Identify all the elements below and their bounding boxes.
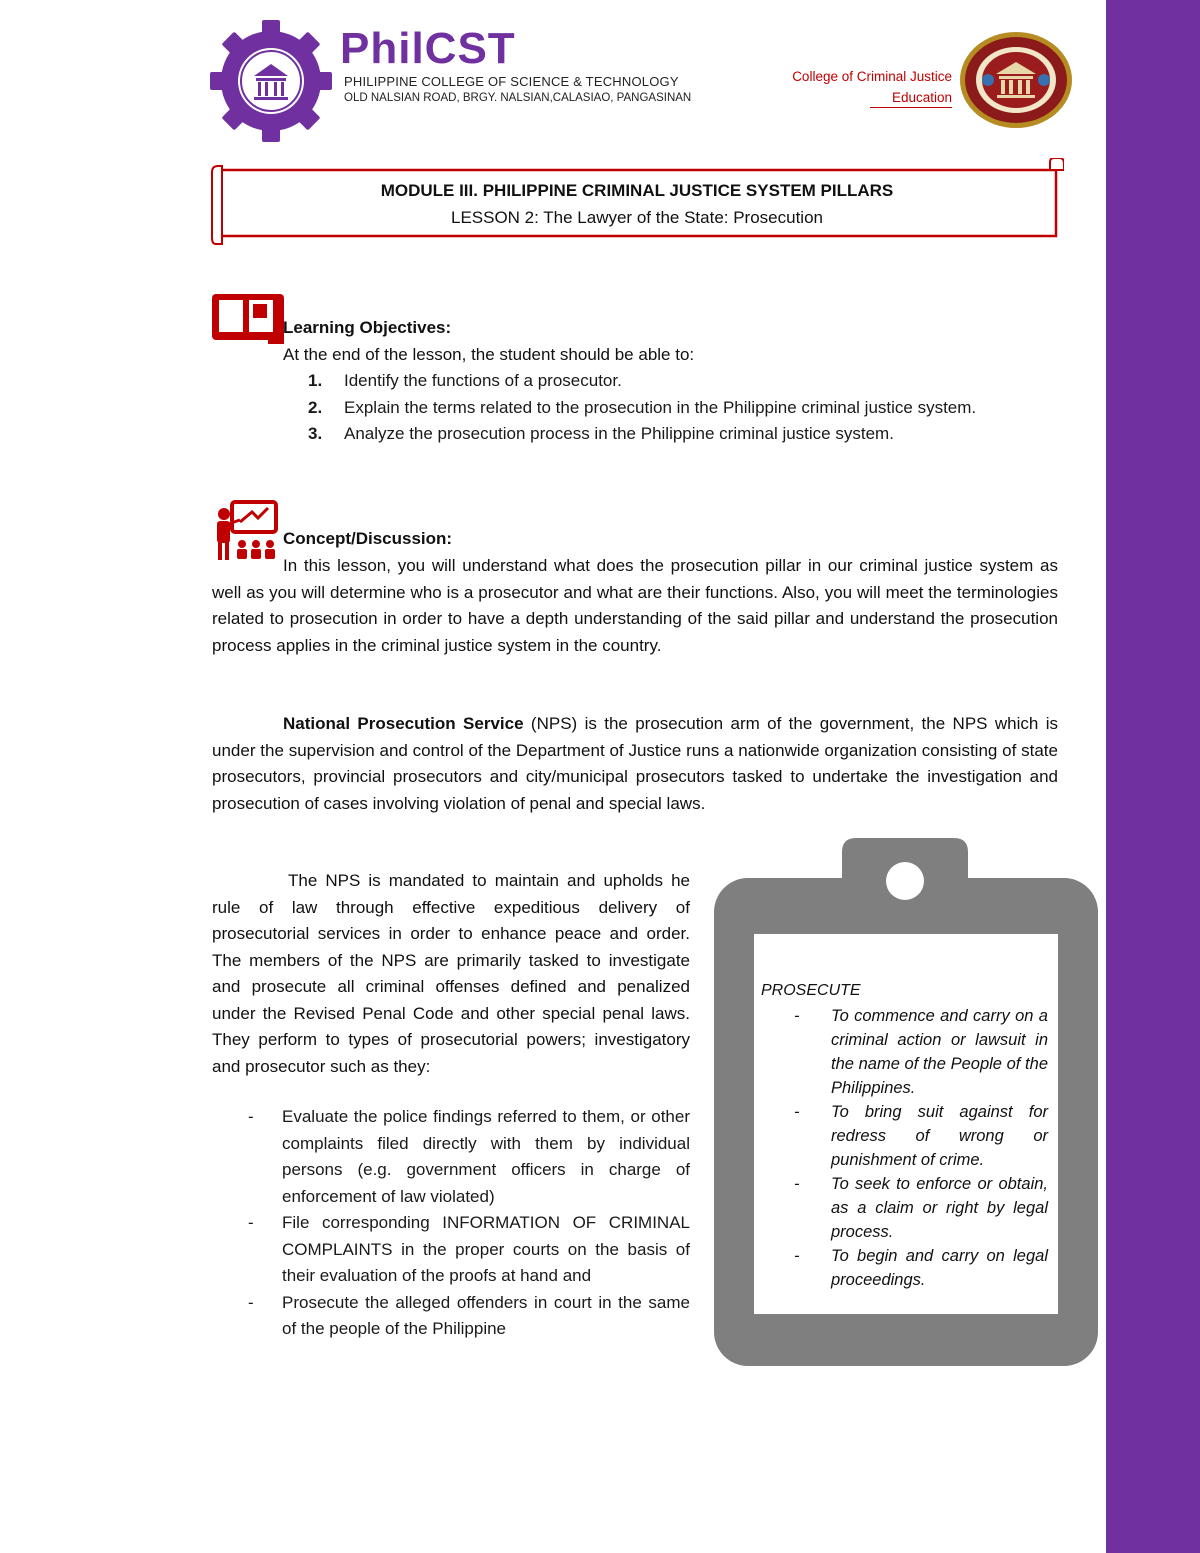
definition-item xyxy=(786,1244,1048,1292)
objective-item xyxy=(308,368,1048,395)
objectives-list xyxy=(308,368,1048,448)
learning-objectives-heading: Learning Objectives: xyxy=(283,318,452,337)
college-name-line1: College of Criminal Justice xyxy=(792,69,952,84)
brand-name: PhilCST xyxy=(340,24,516,73)
nps-abbr: (NPS) xyxy=(523,714,578,733)
list-item-text: File corresponding INFORMATION OF CRIMINAL COMPLAINTS in the proper courts on the basis of their evaluation of the proofs at hand and xyxy=(282,1213,690,1285)
learning-objectives-intro: At the end of the lesson, the student should be able to: xyxy=(283,345,695,364)
objective-text: Explain the terms related to the prosecution in the Philippine criminal justice system. xyxy=(344,397,977,417)
objective-item xyxy=(308,421,1048,448)
definition-term: PROSECUTE xyxy=(761,982,861,999)
school-name: PHILIPPINE COLLEGE OF SCIENCE & TECHNOLOGY xyxy=(344,74,679,89)
list-dash: - xyxy=(248,1292,254,1312)
list-dash: - xyxy=(794,1175,800,1193)
objective-item xyxy=(308,395,1048,422)
definition-text: To commence and carry on a criminal action or lawsuit in the name of the People of the Philippines. xyxy=(831,1007,1048,1097)
list-dash: - xyxy=(248,1213,254,1232)
college-underline xyxy=(870,107,952,108)
objective-text: Identify the functions of a prosecutor. xyxy=(344,371,622,390)
philcst-gear-logo xyxy=(208,18,334,144)
nps-term: National Prosecution Service xyxy=(283,714,524,733)
nps-description: is the prosecution arm of the government, the NPS which is under the supervision and control of the Department of Justice runs a nationwide organization consisting of state prosecutors, provincial prosecutors and city/municipal prosecutors tasked to undertake the investigation and prosecution of cases involving violation of penal and special laws. xyxy=(212,714,1058,813)
college-seal-logo xyxy=(958,30,1074,130)
list-dash: - xyxy=(794,1007,800,1025)
module-banner-frame xyxy=(208,158,1064,248)
list-item xyxy=(212,1104,690,1210)
definition-text: To bring suit against for redress of wrong or punishment of crime. xyxy=(831,1103,1048,1169)
definition-item xyxy=(786,1172,1048,1244)
list-dash: - xyxy=(248,1107,254,1126)
definition-item xyxy=(786,1004,1048,1100)
definition-text: To seek to enforce or obtain, as a claim or right by legal process. xyxy=(831,1175,1048,1241)
side-accent-bar xyxy=(1106,0,1200,1553)
book-icon xyxy=(212,294,284,344)
definition-list xyxy=(786,1004,1048,1292)
school-address: OLD NALSIAN ROAD, BRGY. NALSIAN,CALASIAO, PANGASINAN xyxy=(344,92,692,104)
objective-text: Analyze the prosecution process in the Philippine criminal justice system. xyxy=(344,424,894,443)
nps-duties-list xyxy=(212,1104,690,1343)
list-item xyxy=(212,1210,690,1290)
list-item-text: Prosecute the alleged offenders in court in the same of the people of the Philippine xyxy=(282,1292,690,1338)
nps-paragraph xyxy=(212,711,1058,817)
concept-discussion-heading: Concept/Discussion: xyxy=(283,529,453,548)
list-item-text: Evaluate the police findings referred to them, or other complaints filed directly with them by individual persons (e.g. government officers in charge of enforcement of law violated) xyxy=(282,1107,690,1206)
list-dash: - xyxy=(794,1103,800,1121)
lesson-title xyxy=(222,208,1052,228)
objective-number: 3. xyxy=(308,424,323,443)
lesson-name: The Lawyer of the State: Prosecution xyxy=(538,208,823,227)
lesson-label: LESSON 2: xyxy=(450,208,539,227)
concept-paragraph: In this lesson, you will understand what does the prosecution pillar in our criminal justice system as well as you will determine who is a prosecutor and what are their functions. Also, you will meet the terminologies related to prosecution in order to have a depth understanding of the said pillar and understand the prosecution process applies in the criminal justice system in the country. xyxy=(212,556,1058,655)
module-title: MODULE III. PHILIPPINE CRIMINAL JUSTICE SYSTEM PILLARS xyxy=(380,181,894,200)
objective-number: 1. xyxy=(308,371,323,390)
college-name-line2: Education xyxy=(891,90,952,105)
objective-number: 2. xyxy=(308,397,323,417)
list-dash: - xyxy=(794,1247,800,1265)
definition-text: To begin and carry on legal proceedings. xyxy=(831,1247,1048,1289)
teacher-presentation-icon xyxy=(212,500,278,560)
list-item xyxy=(212,1290,690,1343)
definition-item xyxy=(786,1100,1048,1172)
nps-mandate-paragraph: The NPS is mandated to maintain and upholds he rule of law through effective expeditious delivery of prosecutorial services in order to enhance peace and order. The members of the NPS are primarily tasked to investigate and prosecute all criminal offenses defined and penalized under the Revised Penal Code and other special penal laws. They perform to types of prosecutorial powers; investigatory and prosecutor such as they: xyxy=(212,871,690,1076)
